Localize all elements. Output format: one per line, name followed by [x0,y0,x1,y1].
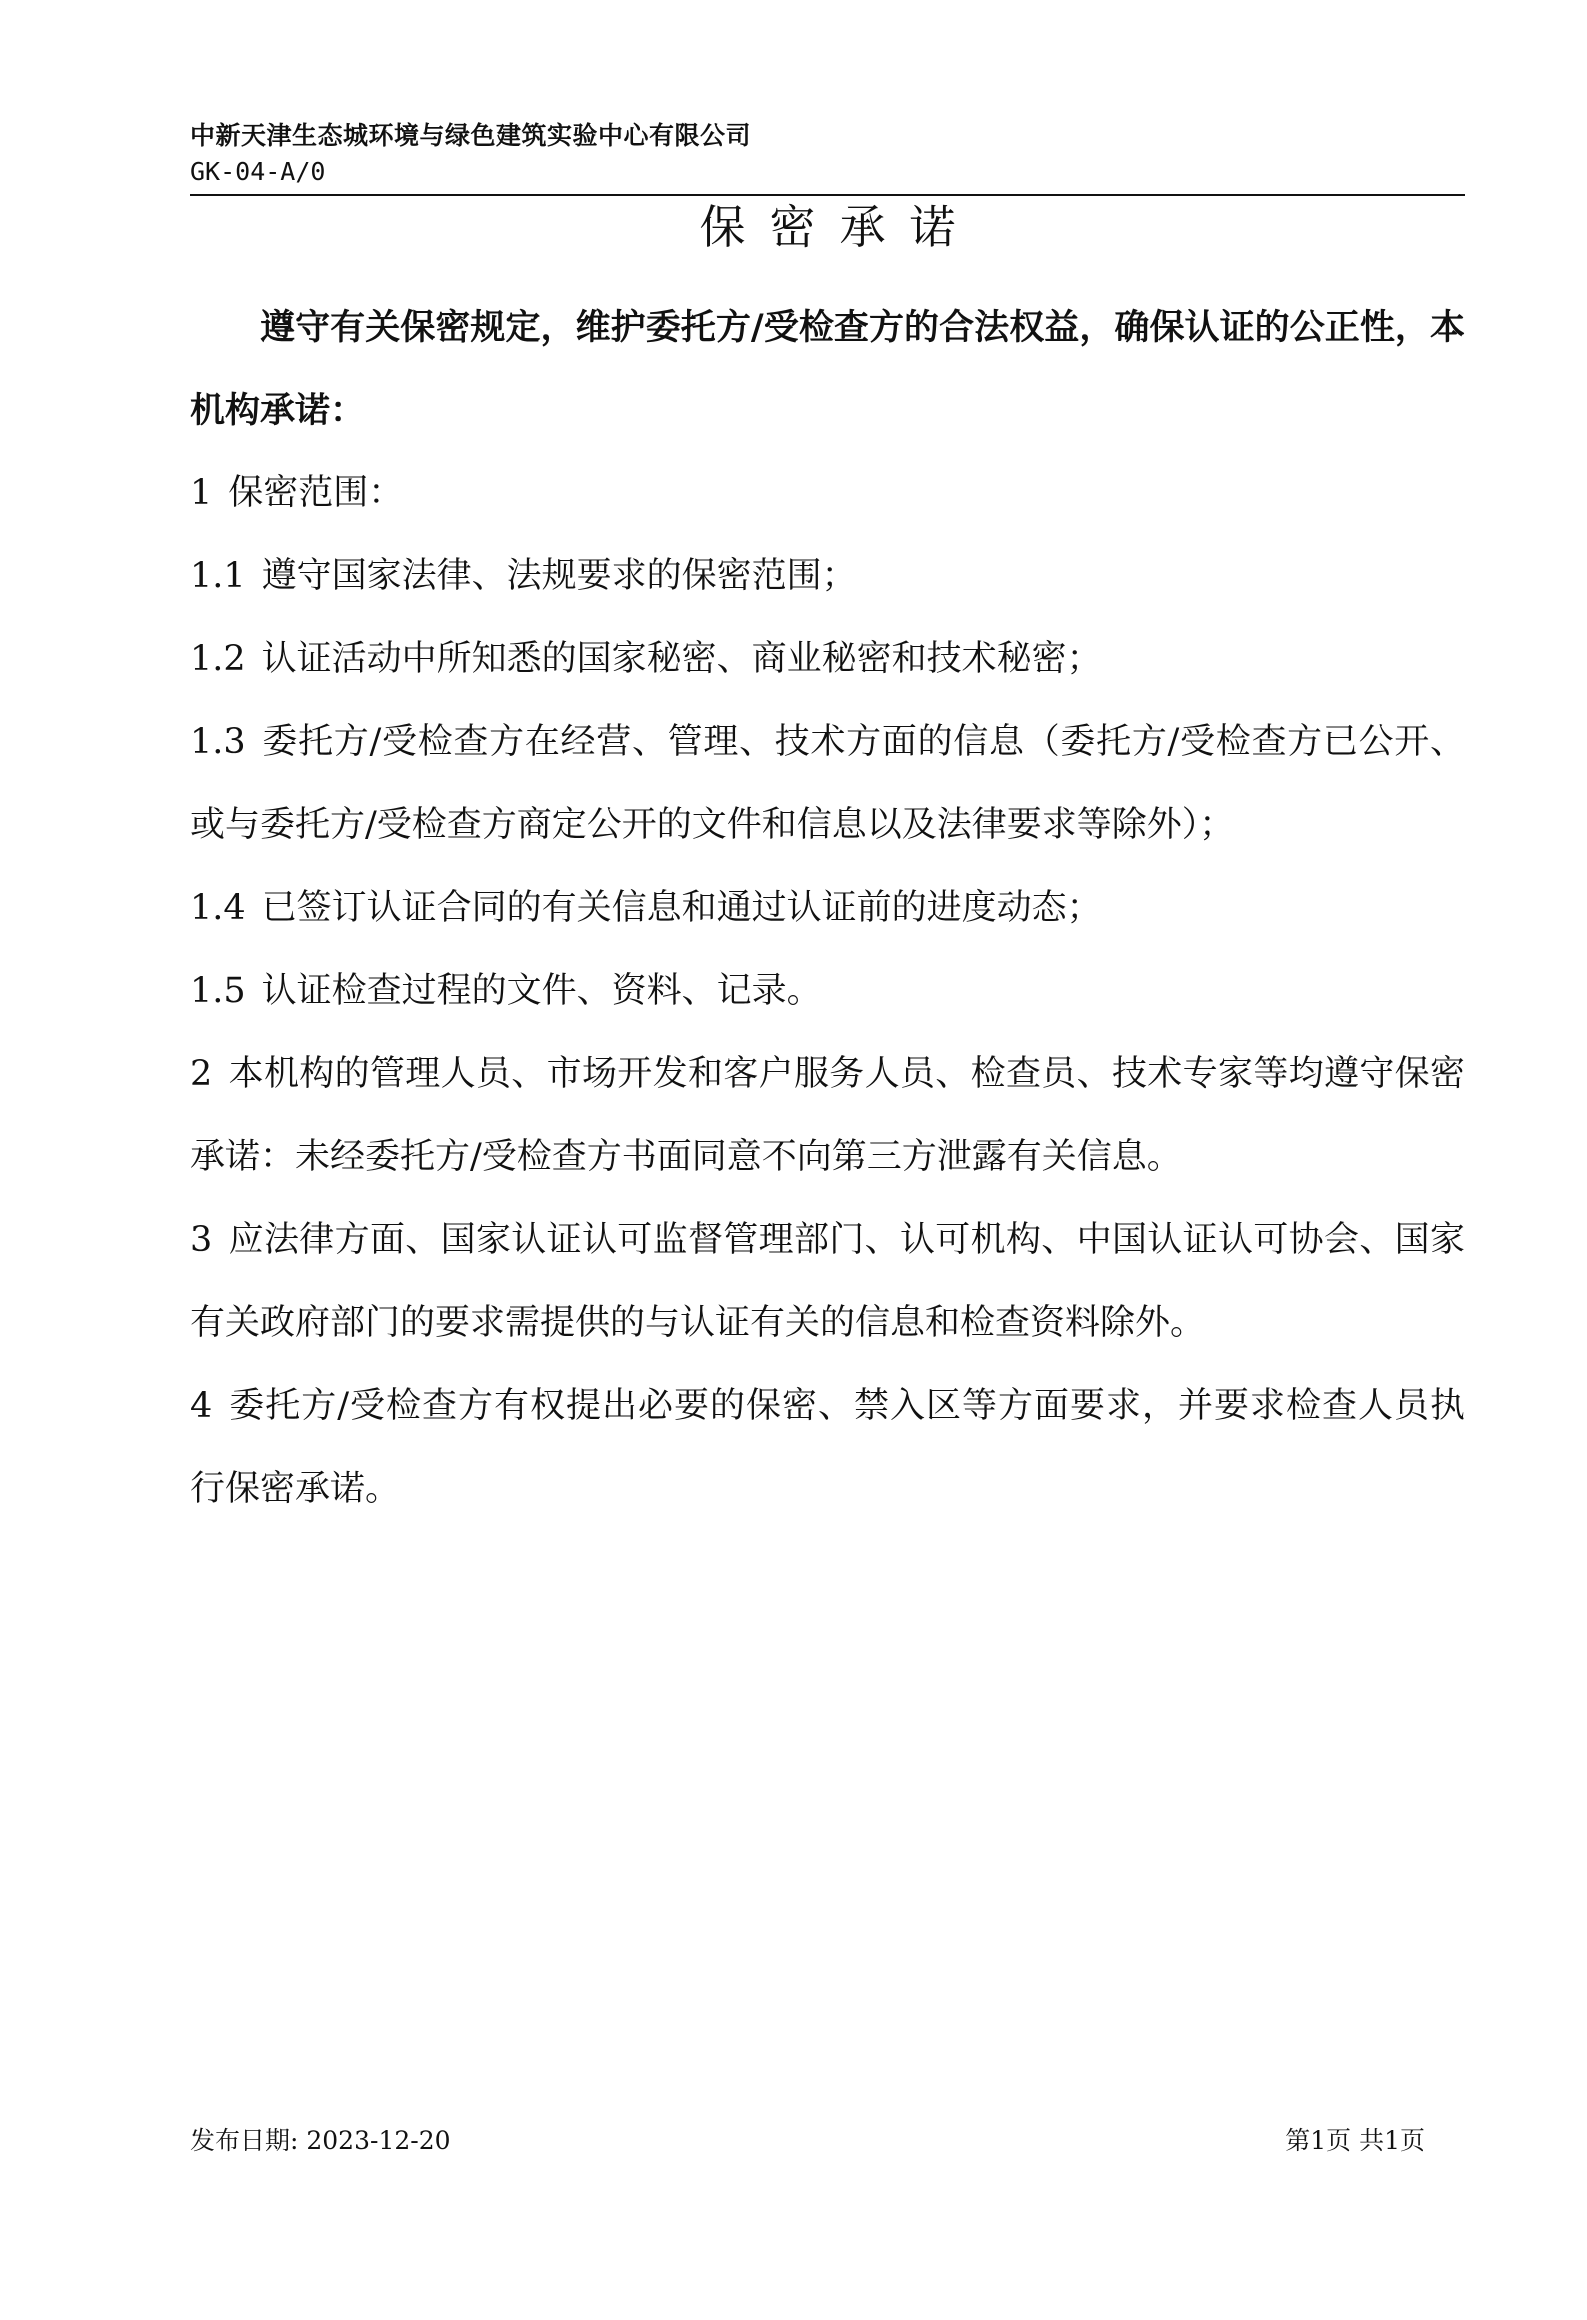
clause-item [190,452,1465,535]
clause-text: 已签订认证合同的有关信息和通过认证前的进度动态； [261,888,1102,928]
clause-text: 遵守国家法律、法规要求的保密范围； [261,556,857,596]
page-title: 保密承诺 [699,200,980,254]
clause-item [190,618,1465,701]
clause-number: 4 [190,1386,213,1426]
clause-number: 2 [190,1054,213,1094]
clause-text: 委托方/受检查方有权提出必要的保密、禁入区等方面要求，并要求检查人员执行保密承诺。 [190,1386,1465,1509]
document-code: GK-04-A/0 [190,157,326,186]
organization-name: 中新天津生态城环境与绿色建筑实验中心有限公司 [190,121,752,150]
clause-item [190,867,1465,950]
release-date: 发布日期: 2023-12-20 [190,2126,451,2155]
clause-text: 认证活动中所知悉的国家秘密、商业秘密和技术秘密； [261,639,1102,679]
clause-item [190,1033,1465,1199]
clause-item [190,701,1465,867]
clause-item [190,535,1465,618]
clause-number: 1.5 [190,971,246,1011]
document-body [190,286,1465,1531]
clause-number: 1.2 [190,639,246,679]
clause-item [190,950,1465,1033]
clause-number: 1.4 [190,888,246,928]
intro-paragraph: 遵守有关保密规定，维护委托方/受检查方的合法权益，确保认证的公正性，本机构承诺： [190,307,1465,431]
document-header [190,118,1465,190]
clause-text: 认证检查过程的文件、资料、记录。 [261,971,822,1011]
clause-number: 1.3 [190,722,246,762]
clause-text: 委托方/受检查方在经营、管理、技术方面的信息（委托方/受检查方已公开、或与委托方/受检查方商定公开的文件和信息以及法律要求等除外）； [190,722,1465,845]
clause-text: 本机构的管理人员、市场开发和客户服务人员、检查员、技术专家等均遵守保密承诺：未经委托方/受检查方书面同意不向第三方泄露有关信息。 [190,1054,1465,1177]
page-number: 第1页 共1页 [1285,2126,1425,2155]
clause-number: 3 [190,1220,213,1260]
clause-text: 应法律方面、国家认证认可监督管理部门、认可机构、中国认证认可协会、国家有关政府部门的要求需提供的与认证有关的信息和检查资料除外。 [190,1220,1465,1343]
clause-number: 1 [190,473,213,513]
clause-item [190,1365,1465,1531]
clause-item [190,1199,1465,1365]
clause-text: 保密范围： [228,473,404,513]
clause-number: 1.1 [190,556,246,596]
